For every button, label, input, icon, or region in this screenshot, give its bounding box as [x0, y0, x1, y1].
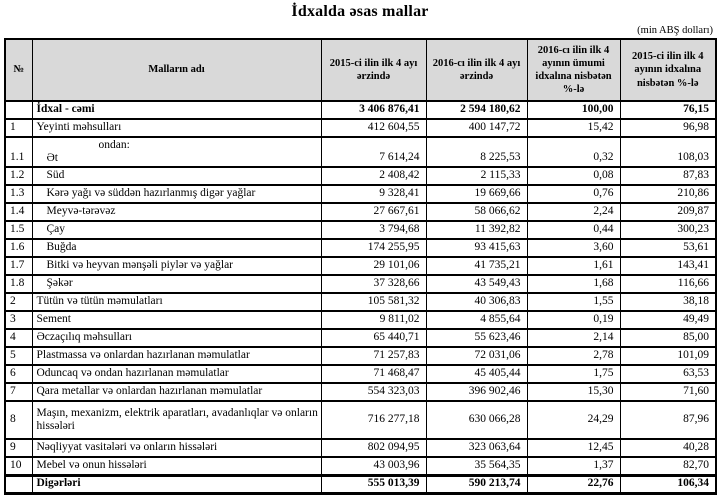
pct-vs-2015-cell: 108,03	[620, 137, 716, 167]
header-2016-pct-of-total: 2016-cı ilin ilk 4 ayının ümumi idxalına nisbətən %-lə	[527, 39, 620, 101]
value-2016-cell: 45 405,44	[426, 365, 527, 383]
table-row	[5, 347, 716, 365]
row-number-cell: 7	[5, 383, 32, 401]
row-number-cell	[5, 101, 32, 119]
value-2016-cell: 323 063,64	[426, 439, 527, 457]
row-name-cell	[32, 293, 321, 311]
row-name-cell	[32, 439, 321, 457]
row-number-cell: 1.4	[5, 203, 32, 221]
table-row	[5, 311, 716, 329]
pct-vs-2015-cell: 106,34	[620, 475, 716, 493]
row-name-label: Şəkər	[46, 277, 73, 290]
row-name-cell	[32, 101, 321, 119]
value-2016-cell: 72 031,06	[426, 347, 527, 365]
value-2015-cell: 105 581,32	[321, 293, 426, 311]
row-name-label: Sement	[36, 313, 71, 326]
table-row	[5, 203, 716, 221]
row-number-cell: 1	[5, 119, 32, 137]
table-row	[5, 119, 716, 137]
value-2015-cell: 3 794,68	[321, 221, 426, 239]
value-2015-cell: 2 408,42	[321, 167, 426, 185]
value-2016-cell: 58 066,62	[426, 203, 527, 221]
value-2016-cell: 2 115,33	[426, 167, 527, 185]
value-2015-cell: 27 667,61	[321, 203, 426, 221]
pct-of-total-2016-cell: 1,55	[527, 293, 620, 311]
pct-vs-2015-cell: 82,70	[620, 457, 716, 475]
pct-vs-2015-cell: 85,00	[620, 329, 716, 347]
pct-vs-2015-cell: 63,53	[620, 365, 716, 383]
pct-of-total-2016-cell: 12,45	[527, 439, 620, 457]
pct-vs-2015-cell: 116,66	[620, 275, 716, 293]
value-2016-cell: 40 306,83	[426, 293, 527, 311]
table-row	[5, 239, 716, 257]
table-row	[5, 457, 716, 475]
row-name-label: Buğda	[46, 241, 77, 254]
row-number-cell: 1.6	[5, 239, 32, 257]
header-2015-value: 2015-ci ilin ilk 4 ayı ərzində	[321, 39, 426, 101]
row-name-cell	[32, 167, 321, 185]
pct-vs-2015-cell: 40,28	[620, 439, 716, 457]
row-name-label: Meyvə-tərəvəz	[46, 205, 116, 218]
row-number-cell: 1.2	[5, 167, 32, 185]
row-name-label: Qara metallar və onlardan hazırlanan məmulatlar	[36, 385, 263, 398]
value-2016-cell: 396 902,46	[426, 383, 527, 401]
pct-vs-2015-cell: 101,09	[620, 347, 716, 365]
row-number-cell: 5	[5, 347, 32, 365]
row-name-cell	[32, 257, 321, 275]
value-2015-cell: 9 811,02	[321, 311, 426, 329]
table-row	[5, 167, 716, 185]
row-name-label: Mebel və onun hissələri	[36, 459, 147, 472]
row-number-cell: 1.5	[5, 221, 32, 239]
value-2016-cell: 19 669,66	[426, 185, 527, 203]
pct-of-total-2016-cell: 100,00	[527, 101, 620, 119]
row-name-cell	[32, 401, 321, 439]
table-row	[5, 401, 716, 439]
row-name-label: Tütün və tütün məmulatları	[36, 295, 163, 308]
table-body	[5, 101, 716, 493]
row-number-cell: 1.8	[5, 275, 32, 293]
pct-vs-2015-cell: 143,41	[620, 257, 716, 275]
table-row	[5, 257, 716, 275]
row-number-cell: 9	[5, 439, 32, 457]
value-2015-cell: 3 406 876,41	[321, 101, 426, 119]
row-name-label: Ət	[46, 152, 58, 164]
value-2016-cell: 590 213,74	[426, 475, 527, 493]
row-number-cell: 4	[5, 329, 32, 347]
imports-table	[4, 38, 717, 495]
row-name-cell	[32, 119, 321, 137]
pct-of-total-2016-cell: 2,14	[527, 329, 620, 347]
value-2015-cell: 716 277,18	[321, 401, 426, 439]
pct-of-total-2016-cell: 1,37	[527, 457, 620, 475]
table-header	[5, 39, 716, 101]
row-prefix-label: ondan:	[98, 138, 130, 151]
pct-vs-2015-cell: 53,61	[620, 239, 716, 257]
row-name-cell	[32, 457, 321, 475]
row-name-cell	[32, 203, 321, 221]
document-page	[0, 3, 720, 490]
pct-vs-2015-cell: 49,49	[620, 311, 716, 329]
pct-of-total-2016-cell: 0,32	[527, 137, 620, 167]
pct-of-total-2016-cell: 0,76	[527, 185, 620, 203]
pct-vs-2015-cell: 210,86	[620, 185, 716, 203]
row-name-cell	[32, 383, 321, 401]
value-2015-cell: 412 604,55	[321, 119, 426, 137]
row-number-cell: 2	[5, 293, 32, 311]
header-no: №	[5, 39, 32, 101]
row-name-label: Çay	[46, 223, 66, 236]
page-title: İdxalda əsas mallar	[291, 3, 429, 20]
pct-vs-2015-cell: 96,98	[620, 119, 716, 137]
row-name-cell	[32, 347, 321, 365]
pct-vs-2015-cell: 76,15	[620, 101, 716, 119]
pct-of-total-2016-cell: 1,68	[527, 275, 620, 293]
value-2016-cell: 93 415,63	[426, 239, 527, 257]
table-row	[5, 475, 716, 493]
table-row	[5, 383, 716, 401]
table-row	[5, 293, 716, 311]
row-name-cell	[32, 137, 321, 167]
table-row	[5, 439, 716, 457]
table-row	[5, 101, 716, 119]
value-2016-cell: 35 564,35	[426, 457, 527, 475]
row-name-cell	[32, 475, 321, 493]
value-2015-cell: 802 094,95	[321, 439, 426, 457]
row-name-cell	[32, 221, 321, 239]
row-number-cell: 1.1	[5, 137, 32, 167]
value-2015-cell: 37 328,66	[321, 275, 426, 293]
value-2016-cell: 11 392,82	[426, 221, 527, 239]
row-name-label: İdxal - cəmi	[36, 103, 95, 116]
row-name-label: Maşın, mexanizm, elektrik aparatları, avadanlıqlar və onların hissələri	[36, 406, 318, 432]
header-goods-name: Malların adı	[32, 39, 321, 101]
pct-vs-2015-cell: 209,87	[620, 203, 716, 221]
table-row	[5, 275, 716, 293]
row-name-cell	[32, 275, 321, 293]
row-name-label: Bitki və heyvan mənşəli piylər və yağlar	[46, 259, 233, 272]
value-2015-cell: 7 614,24	[321, 137, 426, 167]
row-name-label: Yeyinti məhsulları	[36, 121, 122, 134]
unit-note: (min ABŞ dolları)	[637, 25, 713, 36]
pct-of-total-2016-cell: 0,08	[527, 167, 620, 185]
pct-vs-2015-cell: 300,23	[620, 221, 716, 239]
table-row	[5, 185, 716, 203]
row-number-cell: 6	[5, 365, 32, 383]
header-row	[5, 39, 716, 101]
value-2016-cell: 43 549,43	[426, 275, 527, 293]
pct-of-total-2016-cell: 3,60	[527, 239, 620, 257]
row-name-cell	[32, 311, 321, 329]
row-name-cell	[32, 239, 321, 257]
row-number-cell: 10	[5, 457, 32, 475]
table-row	[5, 329, 716, 347]
row-name-label: Plastmassa və onlardan hazırlanan məmulatlar	[36, 349, 250, 362]
row-name-cell	[32, 365, 321, 383]
row-name-label: Oduncaq və ondan hazırlanan məmulatlar	[36, 367, 229, 380]
pct-vs-2015-cell: 71,60	[620, 383, 716, 401]
pct-of-total-2016-cell: 15,30	[527, 383, 620, 401]
pct-of-total-2016-cell: 15,42	[527, 119, 620, 137]
row-number-cell: 1.3	[5, 185, 32, 203]
value-2016-cell: 630 066,28	[426, 401, 527, 439]
pct-of-total-2016-cell: 1,75	[527, 365, 620, 383]
value-2015-cell: 43 003,96	[321, 457, 426, 475]
value-2016-cell: 2 594 180,62	[426, 101, 527, 119]
value-2016-cell: 8 225,53	[426, 137, 527, 167]
table-row	[5, 221, 716, 239]
row-name-label: Nəqliyyat vasitələri və onların hissələri	[36, 441, 218, 454]
value-2015-cell: 71 257,83	[321, 347, 426, 365]
row-name-cell	[32, 185, 321, 203]
row-name-cell	[32, 329, 321, 347]
pct-of-total-2016-cell: 2,78	[527, 347, 620, 365]
table-row	[5, 365, 716, 383]
pct-of-total-2016-cell: 0,19	[527, 311, 620, 329]
row-name-label: Kərə yağı və süddən hazırlanmış digər yağlar	[46, 187, 256, 200]
row-name-label: Əczaçılıq məhsulları	[36, 331, 132, 344]
pct-of-total-2016-cell: 22,76	[527, 475, 620, 493]
pct-of-total-2016-cell: 1,61	[527, 257, 620, 275]
value-2015-cell: 29 101,06	[321, 257, 426, 275]
value-2016-cell: 4 855,64	[426, 311, 527, 329]
pct-vs-2015-cell: 87,96	[620, 401, 716, 439]
row-number-cell: 1.7	[5, 257, 32, 275]
row-name-label: Digərləri	[36, 477, 81, 490]
header-2016-value: 2016-cı ilin ilk 4 ayı ərzində	[426, 39, 527, 101]
pct-vs-2015-cell: 38,18	[620, 293, 716, 311]
pct-of-total-2016-cell: 24,29	[527, 401, 620, 439]
value-2015-cell: 174 255,95	[321, 239, 426, 257]
pct-of-total-2016-cell: 0,44	[527, 221, 620, 239]
value-2015-cell: 71 468,47	[321, 365, 426, 383]
row-number-cell: 8	[5, 401, 32, 439]
header-pct-vs-2015: 2015-ci ilin ilk 4 ayının idxalına nisbətən %-lə	[620, 39, 716, 101]
table-row	[5, 137, 716, 167]
row-name-label: Süd	[46, 169, 65, 182]
value-2015-cell: 9 328,41	[321, 185, 426, 203]
row-number-cell	[5, 475, 32, 493]
value-2015-cell: 65 440,71	[321, 329, 426, 347]
row-number-cell: 3	[5, 311, 32, 329]
value-2015-cell: 555 013,39	[321, 475, 426, 493]
value-2016-cell: 400 147,72	[426, 119, 527, 137]
pct-vs-2015-cell: 87,83	[620, 167, 716, 185]
value-2016-cell: 55 623,46	[426, 329, 527, 347]
value-2016-cell: 41 735,21	[426, 257, 527, 275]
pct-of-total-2016-cell: 2,24	[527, 203, 620, 221]
value-2015-cell: 554 323,03	[321, 383, 426, 401]
